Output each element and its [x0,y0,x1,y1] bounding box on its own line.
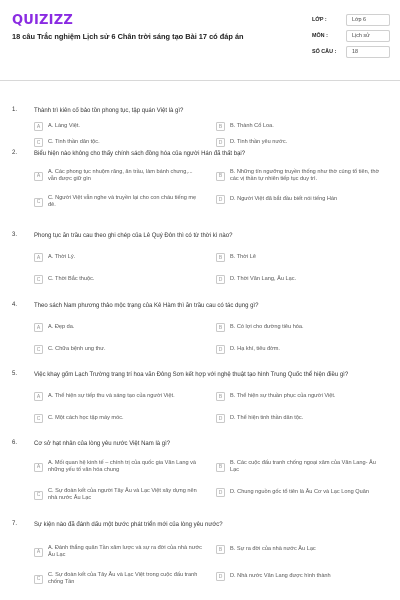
question-number: 5. [12,371,18,377]
option-text: B. Sự ra đời của nhà nước Âu Lạc [230,546,316,552]
quizizz-logo: QUIZIZZ [12,13,73,28]
option-a[interactable] [34,323,203,332]
option-text: D. Nhà nước Văn Lang được hình thành [230,573,331,579]
option-letter-c: C [34,198,43,207]
option-b[interactable] [216,253,385,262]
option-letter-c: C [34,575,43,584]
option-text: A. Làng Việt. [48,123,80,129]
document-title: 18 câu Trắc nghiệm Lịch sử 6 Chân trời sáng tạo Bài 17 có đáp án [12,32,244,41]
option-text: A. Đánh thắng quân Tần xâm lược và sự ra đời của nhà nước Âu Lạc [48,545,202,558]
option-letter-b: B [216,392,225,401]
option-a[interactable] [34,253,203,262]
option-d[interactable] [216,345,385,354]
option-text: A. Các phong tục nhuộm răng, ăn trầu, làm bánh chưng,... vẫn được giữ gìn [48,169,193,182]
option-text: C. Tinh thần dân tộc. [48,139,100,145]
question-6 [12,440,392,510]
option-c[interactable] [34,195,203,209]
option-b[interactable] [216,169,385,183]
option-a[interactable] [34,169,203,183]
option-letter-b: B [216,172,225,181]
question-4 [12,302,392,357]
option-text: D. Hạ khí, tiêu đờm. [230,346,280,352]
meta-row-subject [312,28,390,44]
option-d[interactable] [216,414,385,423]
meta-label: LỚP : [312,17,327,23]
option-letter-c: C [34,345,43,354]
option-letter-a: A [34,323,43,332]
option-text: B. Thời Lê [230,254,256,260]
option-d[interactable] [216,488,385,497]
option-d[interactable] [216,195,385,204]
meta-value: Lịch sử [346,30,390,42]
option-letter-c: C [34,138,43,147]
question-number: 1. [12,107,18,113]
question-text: Theo sách Nam phương thảo mộc trạng của Kê Hàm thì ăn trầu cau có tác dụng gì? [34,303,259,309]
option-c[interactable] [34,572,203,586]
header-divider [0,80,400,81]
question-text: Thành trì kiên cố bảo tồn phong tục, tập quán Việt là gì? [34,108,184,114]
question-3 [12,232,392,287]
option-letter-c: C [34,414,43,423]
option-text: D. Tinh thần yêu nước. [230,139,288,145]
question-number: 4. [12,302,18,308]
document-header [0,0,400,80]
option-text: D. Chung nguồn gốc tổ tiên là Âu Cơ và Lạc Long Quân [230,489,369,495]
meta-panel [312,12,390,60]
option-text: B. Những tín ngưỡng truyền thống như thờ cúng tổ tiên, thờ các vị thần tự nhiên tiếp tục duy trì. [230,169,380,182]
option-b[interactable] [216,323,385,332]
option-text: A. Thể hiện sự tiếp thu và sáng tạo của người Việt. [48,393,175,399]
option-text: D. Người Việt đã bắt đầu biết nói tiếng Hán [230,196,338,202]
option-letter-a: A [34,253,43,262]
option-b[interactable] [216,545,385,554]
meta-value: Lớp 6 [346,14,390,26]
option-d[interactable] [216,138,385,147]
option-letter-c: C [34,275,43,284]
option-a[interactable] [34,392,203,401]
option-a[interactable] [34,122,203,131]
option-b[interactable] [216,122,385,131]
option-letter-a: A [34,172,43,181]
question-5 [12,371,392,426]
question-2 [12,150,392,220]
question-number: 3. [12,232,18,238]
question-7 [12,521,392,596]
meta-label: MÔN : [312,33,328,39]
option-c[interactable] [34,275,203,284]
question-text: Việc khay gốm Lạch Trường trang trí hoa văn Đông Sơn kết hợp với nghệ thuật tạo hình Trung Quốc thể hiện điều gì? [34,372,349,378]
option-letter-b: B [216,253,225,262]
meta-value: 18 [346,46,390,58]
option-letter-b: B [216,323,225,332]
option-letter-d: D [216,414,225,423]
option-text: C. Người Việt vẫn nghe và truyền lại cho con cháu tiếng mẹ đẻ. [48,195,197,208]
option-b[interactable] [216,460,385,474]
option-letter-d: D [216,345,225,354]
option-letter-d: D [216,138,225,147]
option-letter-a: A [34,122,43,131]
option-letter-d: D [216,488,225,497]
option-text: B. Có lợi cho đường tiêu hóa. [230,324,304,330]
question-number: 6. [12,440,18,446]
meta-label: SỐ CÂU : [312,49,337,55]
question-text: Sự kiện nào đã đánh dấu một bước phát triển mới của lòng yêu nước? [34,522,223,528]
option-text: B. Thể hiện sự thuần phục của người Việt. [230,393,336,399]
option-text: C. Sự đoàn kết của người Tây Âu và Lạc Việt xây dựng nên nhà nước Âu Lạc [48,488,197,501]
option-letter-a: A [34,392,43,401]
option-d[interactable] [216,275,385,284]
option-letter-a: A [34,548,43,557]
option-c[interactable] [34,138,203,147]
question-text: Cơ sở hạt nhân của lòng yêu nước Việt Nam là gì? [34,441,171,447]
question-1 [12,107,392,147]
option-text: C. Một cách học tập máy móc. [48,415,124,421]
option-text: C. Thời Bắc thuộc. [48,276,95,282]
option-text: C. Chữa bệnh ung thư. [48,346,106,352]
option-a[interactable] [34,545,203,559]
option-letter-d: D [216,572,225,581]
question-number: 2. [12,150,18,156]
option-letter-d: D [216,275,225,284]
option-letter-c: C [34,491,43,500]
question-text: Phong tục ăn trầu cau theo ghi chép của Lê Quý Đôn thì có từ thời kì nào? [34,233,233,239]
option-letter-b: B [216,122,225,131]
option-letter-b: B [216,463,225,472]
option-text: A. Đẹp da. [48,324,75,330]
option-d[interactable] [216,572,385,581]
option-a[interactable] [34,460,203,474]
option-text: B. Các cuộc đấu tranh chống ngoại xâm của Văn Lang- Âu Lạc [230,460,376,473]
option-text: A. Thời Lý. [48,254,76,260]
option-b[interactable] [216,392,385,401]
option-text: D. Thể hiện tinh thần dân tộc. [230,415,304,421]
option-c[interactable] [34,414,203,423]
meta-row-count [312,44,390,60]
option-text: B. Thành Cổ Loa. [230,123,274,129]
option-c[interactable] [34,345,203,354]
option-letter-a: A [34,463,43,472]
option-text: D. Thời Văn Lang, Âu Lạc. [230,276,297,282]
question-text: Biểu hiện nào không cho thấy chính sách đồng hóa của người Hán đã thất bại? [34,151,246,157]
question-number: 7. [12,521,18,527]
option-letter-b: B [216,545,225,554]
option-text: A. Mối quan hệ kinh tế – chính trị của quốc gia Văn Lang và những yếu tố văn hóa chung [48,460,197,473]
option-c[interactable] [34,488,203,502]
option-text: C. Sự đoàn kết của Tây Âu và Lạc Việt trong cuộc đấu tranh chống Tần [48,572,198,585]
meta-row-class [312,12,390,28]
option-letter-d: D [216,195,225,204]
